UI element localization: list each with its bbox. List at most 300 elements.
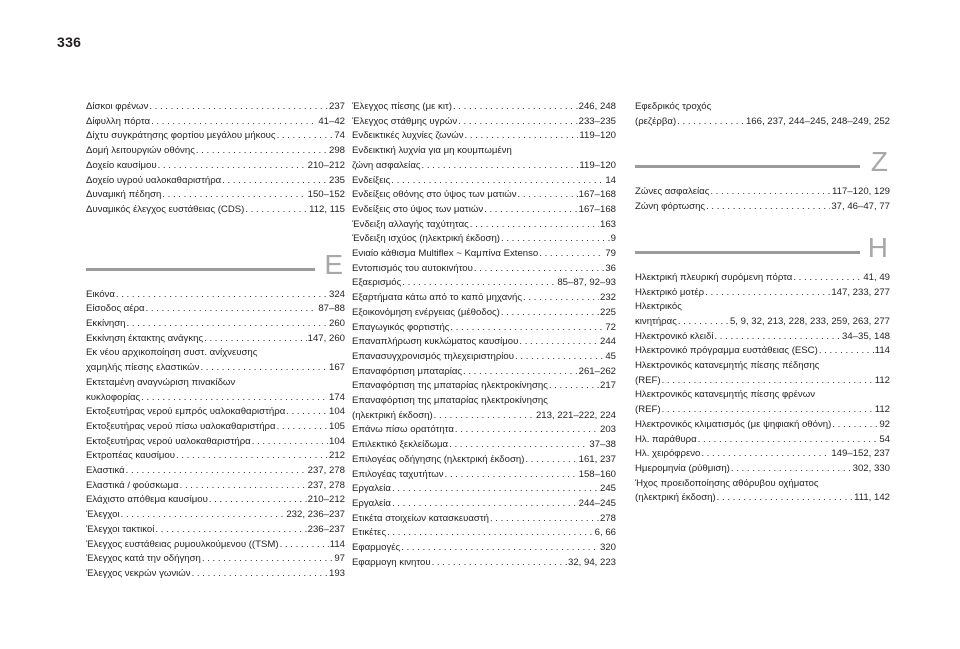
index-entry-pages: 37, 46–47, 77 [831, 201, 890, 213]
index-entry [86, 159, 345, 174]
dot-leader [677, 115, 745, 130]
index-entry-term: Ένδειξη αλλαγής ταχύτητας [352, 218, 469, 230]
section-letter: H [867, 231, 888, 263]
index-entry-pages: 232 [599, 292, 616, 304]
index-entry [352, 365, 616, 380]
index-entry-pages: 112 [874, 374, 890, 386]
index-entry [352, 159, 616, 174]
index-group-zeta [635, 185, 890, 214]
index-entry-pages: 233–235 [578, 115, 616, 127]
index-entry [635, 286, 890, 301]
dot-leader [277, 129, 334, 144]
index-entry [352, 423, 616, 438]
index-entry [635, 200, 890, 215]
index-entry-term: Εκτροπέας καυσίμου [86, 450, 176, 462]
index-entry-term: Επιλογέας οδήγησης (ηλεκτρική έκδοση) [352, 453, 525, 465]
index-entry [635, 447, 890, 462]
dot-leader [222, 174, 328, 189]
index-entry [352, 232, 616, 247]
dot-leader [280, 538, 329, 553]
section-header-zeta [635, 143, 890, 185]
index-entry [635, 433, 890, 448]
index-entry-pages: 158–160 [578, 468, 616, 480]
dot-leader [176, 449, 328, 464]
index-entry-term: Εξοικονόμηση ενέργειας (μέθοδος) [352, 306, 500, 318]
index-entry-term: Εργαλεία [352, 497, 391, 509]
index-entry [352, 218, 616, 233]
dot-leader [202, 552, 333, 567]
index-entry-pages: 150–152 [307, 189, 345, 201]
index-entry-term: Ηλεκτρικό μοτέρ [635, 286, 705, 298]
index-entry-pages: 45 [605, 350, 616, 362]
index-entry-pages: 97 [334, 553, 345, 565]
index-entry [352, 335, 616, 350]
index-entry [352, 291, 616, 306]
index-entry [635, 403, 890, 418]
dot-leader [484, 203, 578, 218]
dot-leader [453, 100, 578, 115]
dot-leader [525, 453, 577, 468]
index-entry-pages: 193 [328, 567, 345, 579]
index-entry [635, 344, 890, 359]
index-entry [352, 188, 616, 203]
index-entry-pages: 217 [599, 380, 616, 392]
index-entry-term: Εφαρμογές [352, 542, 401, 554]
index-entry [635, 185, 890, 200]
dot-leader [252, 435, 328, 450]
index-entry [86, 405, 345, 420]
index-entry [635, 315, 890, 330]
section-header-epsilon [86, 246, 345, 288]
dot-leader [465, 129, 579, 144]
dot-leader [158, 159, 307, 174]
index-entry [352, 438, 616, 453]
dot-leader [490, 512, 599, 527]
index-entry-pages: 117–120, 129 [832, 186, 890, 198]
index-entry [352, 468, 616, 483]
index-entry-pages: 237, 278 [307, 479, 345, 491]
index-column-1 [86, 100, 345, 582]
index-entry-text: Επαναφόρτιση της μπαταρίας ηλεκτροκίνησης [352, 395, 548, 407]
index-entry-term: Εκτοξευτήρας νερού πίσω υαλοκαθαριστήρα [86, 420, 276, 432]
dot-leader [127, 317, 328, 332]
dot-leader [474, 262, 604, 277]
index-entry-term: Δοχείο καυσίμου [86, 159, 157, 171]
index-entry [352, 247, 616, 262]
index-entry [352, 526, 616, 541]
index-entry [352, 409, 616, 424]
dot-leader [455, 423, 599, 438]
dot-leader [539, 247, 604, 262]
index-entry-pages: 112 [874, 404, 890, 416]
index-entry-term: Εξαρτήματα κάτω από το καπό μηχανής [352, 292, 523, 304]
dot-leader [149, 100, 328, 115]
index-group-epsilon-continued [352, 100, 616, 571]
index-entry-pages: 119–120 [579, 130, 616, 142]
index-entry [352, 129, 616, 144]
index-entry-pages: 34–35, 148 [841, 330, 890, 342]
index-entry-term: Εργαλεία [352, 483, 391, 495]
index-entry [352, 556, 616, 571]
dot-leader [501, 306, 599, 321]
index-entry-term: Εκτοξευτήρας νερού εμπρός υαλοκαθαριστήρα [86, 406, 286, 418]
index-entry-pages: 119–120 [579, 159, 616, 171]
index-entry-pages: 114 [329, 538, 345, 550]
index-entry [86, 203, 345, 218]
index-column-3 [635, 100, 890, 506]
index-group-epsilon-tail [635, 100, 890, 129]
index-entry-pages: 147, 260 [307, 332, 345, 344]
index-entry-term: Εντοπισμός του αυτοκινήτου [352, 262, 473, 274]
index-entry [352, 497, 616, 512]
index-group-delta [86, 100, 345, 218]
dot-leader [515, 350, 604, 365]
index-entry-pages: 167–168 [578, 189, 616, 201]
index-entry-term: Έλεγχοι [86, 509, 120, 521]
dot-leader [523, 291, 599, 306]
index-entry-pages: 174 [328, 391, 345, 403]
index-entry [86, 523, 345, 538]
dot-leader [392, 497, 578, 512]
index-entry-text: Ηλεκτρικός [635, 301, 682, 313]
dot-leader [286, 405, 328, 420]
index-entry-term: Ετικέτες [352, 527, 387, 539]
index-entry-pages: 235 [328, 174, 345, 186]
index-entry [635, 462, 890, 477]
dot-leader [710, 185, 831, 200]
section-letter: Ε [324, 248, 343, 280]
index-entry-term: Εκτοξευτήρας νερού υαλοκαθαριστήρα [86, 435, 251, 447]
dot-leader [141, 391, 328, 406]
index-entry-term: Επανασυγχρονισμός τηλεχειριστηρίου [352, 350, 515, 362]
dot-leader [793, 271, 862, 286]
index-entry-text: Ηλεκτρονικός κατανεμητής πίεσης φρένων [635, 389, 816, 401]
index-entry-pages: 237, 278 [307, 465, 345, 477]
index-entry [86, 144, 345, 159]
index-entry [86, 115, 345, 130]
index-entry-pages: 246, 248 [578, 101, 616, 112]
dot-leader [519, 335, 599, 350]
dot-leader [731, 462, 852, 477]
index-entry [352, 262, 616, 277]
index-entry-pages: 104 [328, 435, 345, 447]
index-entry-pages: 41–42 [318, 115, 345, 127]
index-entry-term: Ηλεκτρονικός κλιματισμός (με ψηφιακή οθόνη) [635, 418, 832, 430]
index-entry [635, 374, 890, 389]
index-entry [86, 174, 345, 189]
index-entry-term: Δομή λειτουργιών οθόνης [86, 145, 195, 157]
dot-leader [392, 482, 599, 497]
index-entry-term: Ελάχιστο απόθεμα καυσίμου [86, 494, 208, 506]
dot-leader [387, 526, 594, 541]
index-entry-pages: 244–245 [578, 497, 616, 509]
index-entry-term: Ενιαίο κάθισμα Multiflex ~ Καμπίνα Extenso [352, 248, 539, 260]
index-entry-pages: 298 [328, 145, 345, 157]
index-entry-term: Ηλ. παράθυρα [635, 433, 697, 445]
dot-leader [518, 188, 578, 203]
index-entry [86, 449, 345, 464]
index-entry-term: Δίχτυ συγκράτησης φορτίου μεγάλου μήκους [86, 130, 276, 142]
index-entry-pages: 149–152, 237 [831, 448, 890, 460]
dot-leader [717, 491, 853, 506]
dot-leader [192, 567, 328, 582]
index-entry [352, 350, 616, 365]
index-group-epsilon [86, 288, 345, 582]
index-entry [86, 420, 345, 435]
dot-leader [434, 409, 535, 424]
dot-leader [549, 379, 599, 394]
index-entry-pages: 14 [605, 174, 616, 186]
dot-leader [501, 232, 610, 247]
index-entry-pages: 104 [328, 406, 345, 418]
index-entry-term: Ελαστικά [86, 465, 125, 477]
index-entry-term: Έλεγχος ευστάθειας ρυμουλκούμενου ((TSM) [86, 538, 279, 550]
index-entry-term: κινητήρας [635, 315, 677, 327]
index-entry [86, 479, 345, 494]
index-entry-term: Επαναφόρτιση της μπαταρίας ηλεκτροκίνησης [352, 380, 548, 392]
index-entry-pages: 320 [599, 542, 616, 554]
index-entry-pages: 36 [605, 262, 616, 274]
index-entry [352, 482, 616, 497]
index-entry-term: Επαγωγικός φορτιστής [352, 321, 450, 333]
index-entry-pages: 278 [599, 512, 616, 524]
index-entry [352, 174, 616, 189]
dot-leader [245, 203, 308, 218]
index-entry-term: Εκκίνηση έκτακτης ανάγκης [86, 332, 204, 344]
index-entry [86, 317, 345, 332]
index-entry-term: Επιλεκτικό ξεκλείδωμα [352, 439, 449, 451]
index-entry-pages: 41, 49 [863, 271, 890, 283]
index-entry-pages: 112, 115 [309, 203, 345, 215]
index-entry-term: Έλεγχος κατά την οδήγηση [86, 553, 201, 565]
index-entry-term: (ηλεκτρική έκδοση) [635, 492, 716, 504]
index-entry-term: Ελαστικά / φούσκωμα [86, 479, 179, 491]
index-entry [86, 552, 345, 567]
index-entry [86, 332, 345, 347]
dot-leader [402, 276, 556, 291]
dot-leader [121, 508, 286, 523]
index-entry [86, 302, 345, 317]
index-entry-term: Δίφυλλη πόρτα [86, 115, 151, 127]
dot-leader [422, 159, 579, 174]
index-entry-text: Εκ νέου αρχικοποίηση συστ. ανίχνευσης [86, 347, 258, 359]
index-entry-pages: 79 [605, 248, 616, 260]
index-entry [86, 538, 345, 553]
index-entry-pages: 85–87, 92–93 [557, 277, 616, 289]
section-divider [86, 268, 315, 271]
index-entry [352, 115, 616, 130]
index-entry-term: Έλεγχος στάθμης υγρών [352, 115, 458, 127]
index-entry-pages: 212 [328, 450, 345, 462]
index-entry-term: Ηλεκτρονικό πρόγραμμα ευστάθειας (ESC) [635, 345, 818, 357]
index-entry [635, 491, 890, 506]
page-number: 336 [57, 34, 82, 50]
dot-leader [706, 200, 830, 215]
index-entry-text: Εκτεταμένη αναγνώριση πινακίδων [86, 376, 236, 388]
index-entry-pages: 232, 236–237 [286, 509, 345, 521]
section-divider [635, 165, 860, 168]
index-entry-term: Επάνω πίσω ορατότητα [352, 424, 454, 436]
index-entry-pages: 87–88 [318, 303, 345, 315]
index-entry-text: Ενδεικτική λυχνία για μη κουμπωμένη [352, 145, 512, 157]
dot-leader [662, 374, 874, 389]
index-entry [352, 100, 616, 115]
index-entry-pages: 166, 237, 244–245, 248–249, 252 [745, 115, 890, 127]
dot-leader [209, 493, 307, 508]
index-entry [86, 129, 345, 144]
dot-leader [705, 286, 830, 301]
index-entry-term: Εικόνα [86, 288, 115, 300]
dot-leader [391, 174, 604, 189]
index-entry-pages: 261–262 [578, 365, 616, 377]
index-entry-pages: 163 [599, 218, 616, 230]
dot-leader [126, 464, 307, 479]
index-entry-term: Εκκίνηση [86, 318, 126, 330]
index-entry [86, 435, 345, 450]
section-letter: Z [870, 146, 888, 178]
index-entry-term: Ηλεκτρική πλευρική συρόμενη πόρτα [635, 271, 793, 283]
dot-leader [116, 288, 328, 303]
index-entry-term: Ετικέτα στοιχείων κατασκευαστή [352, 512, 489, 524]
index-entry [635, 330, 890, 345]
index-entry-term: Ενδεικτικές λυχνίες ζωνών [352, 130, 464, 142]
index-entry [352, 203, 616, 218]
dot-leader [200, 361, 328, 376]
index-entry [86, 361, 345, 376]
index-entry [352, 541, 616, 556]
index-entry-term: Ηλ. χειρόφρενο [635, 448, 701, 460]
index-entry-pages: 92 [879, 418, 890, 430]
index-entry-pages: 225 [599, 306, 616, 318]
index-entry-pages: 237 [328, 101, 345, 112]
index-entry-term: Δίσκοι φρένων [86, 101, 149, 112]
dot-leader [662, 403, 874, 418]
dot-leader [146, 302, 318, 317]
index-entry [86, 493, 345, 508]
dot-leader [450, 321, 604, 336]
index-entry-term: Ενδείξεις οθόνης στο ύψος των ματιών [352, 189, 517, 201]
index-group-eta [635, 271, 890, 506]
index-entry-pages: 111, 142 [854, 492, 890, 504]
dot-leader [204, 332, 307, 347]
index-entry [352, 512, 616, 527]
index-entry [352, 453, 616, 468]
dot-leader [458, 115, 577, 130]
index-entry-term: Ενδείξεις στο ύψος των ματιών [352, 203, 484, 215]
dot-leader [449, 438, 588, 453]
index-entry [635, 271, 890, 286]
dot-leader [196, 144, 328, 159]
dot-leader [277, 420, 328, 435]
index-entry [86, 567, 345, 582]
index-entry-pages: 72 [605, 321, 616, 333]
dot-leader [678, 315, 729, 330]
index-entry-pages: 210–212 [307, 159, 345, 171]
index-entry-term: χαμηλής πίεσης ελαστικών [86, 362, 200, 374]
index-entry-term: Έλεγχος πίεσης (με κιτ) [352, 101, 452, 112]
index-entry-term: Επαναπλήρωση κυκλώματος καυσίμου [352, 336, 519, 348]
index-entry-pages: 37–38 [589, 439, 616, 451]
index-entry-term: Ζώνες ασφαλείας [635, 186, 710, 198]
section-divider [635, 251, 860, 254]
index-entry-text: Ηλεκτρονικός κατανεμητής πίεσης πέδησης [635, 360, 820, 372]
dot-leader [832, 418, 878, 433]
index-entry-term: Δοχείο υγρού υαλοκαθαριστήρα [86, 174, 222, 186]
index-entry-pages: 203 [599, 424, 616, 436]
dot-leader [151, 115, 317, 130]
index-entry-pages: 5, 9, 32, 213, 228, 233, 259, 263, 277 [729, 315, 890, 327]
index-entry-term: Ενδείξεις [352, 174, 391, 186]
index-entry-pages: 167 [328, 362, 345, 374]
index-entry-term: (REF) [635, 404, 661, 416]
index-entry-pages: 105 [328, 420, 345, 432]
dot-leader [819, 344, 874, 359]
index-entry-pages: 324 [328, 288, 345, 300]
index-entry-term: Έλεγχοι τακτικοί [86, 523, 155, 535]
index-entry [635, 115, 890, 130]
index-entry-term: (REF) [635, 374, 661, 386]
index-entry-pages: 114 [874, 345, 890, 357]
index-entry-pages: 245 [599, 483, 616, 495]
index-entry [352, 321, 616, 336]
index-entry-pages: 302, 330 [852, 462, 890, 474]
dot-leader [698, 433, 879, 448]
index-entry-term: Επαναφόρτιση μπαταρίας [352, 365, 463, 377]
index-entry [86, 508, 345, 523]
dot-leader [432, 556, 567, 571]
index-entry-pages: 32, 94, 223 [567, 556, 616, 568]
index-entry-term: Ένδειξη ισχύος (ηλεκτρική έκδοση) [352, 233, 500, 245]
dot-leader [162, 188, 306, 203]
index-entry-term: κυκλοφορίας [86, 391, 141, 403]
index-entry-term: Ζώνη φόρτωσης [635, 201, 706, 213]
index-entry [86, 188, 345, 203]
index-entry-term: Δυναμική πέδηση [86, 189, 162, 201]
index-entry-pages: 213, 221–222, 224 [535, 409, 616, 421]
index-entry-term: Εφαρμογη κινητου [352, 556, 431, 568]
dot-leader [180, 479, 307, 494]
index-entry [352, 306, 616, 321]
dot-leader [470, 218, 599, 233]
section-header-eta [635, 229, 890, 271]
index-entry-pages: 54 [879, 433, 890, 445]
index-entry-term: (ρεζέρβα) [635, 115, 677, 127]
index-entry-term: Έλεγχος νεκρών γωνιών [86, 567, 191, 579]
index-entry-term: Είσοδος αέρα [86, 303, 145, 315]
dot-leader [445, 468, 578, 483]
index-entry-term: Εξαερισμός [352, 277, 402, 289]
dot-leader [463, 365, 578, 380]
index-entry-pages: 167–168 [578, 203, 616, 215]
index-entry [86, 391, 345, 406]
index-entry-pages: 9 [610, 233, 616, 245]
index-entry-pages: 260 [328, 318, 345, 330]
index-entry-pages: 210–212 [307, 494, 345, 506]
index-entry [352, 379, 616, 394]
index-column-2 [352, 100, 616, 571]
index-entry-term: (ηλεκτρική έκδοση) [352, 409, 433, 421]
index-entry [86, 464, 345, 479]
dot-leader [701, 447, 830, 462]
index-entry-pages: 6, 66 [594, 527, 616, 539]
index-entry-pages: 236–237 [307, 523, 345, 535]
index-entry [86, 288, 345, 303]
index-entry-pages: 147, 233, 277 [831, 286, 890, 298]
index-entry-term: ζώνη ασφαλείας [352, 159, 421, 171]
index-entry [352, 276, 616, 291]
index-entry-term: Ημερομηνία (ρύθμιση) [635, 462, 730, 474]
index-entry-text: Εφεδρικός τροχός [635, 101, 712, 112]
